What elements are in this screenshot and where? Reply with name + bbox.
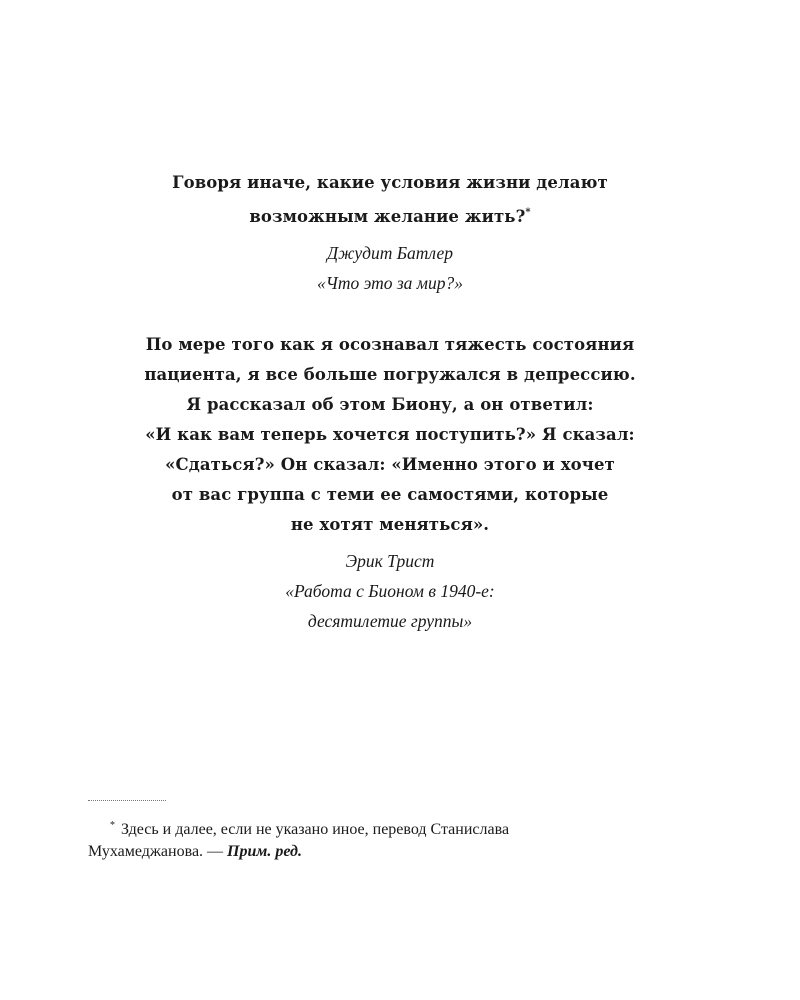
footnote-text: Мухамеджанова. — (88, 843, 228, 860)
quote-line: Я рассказал об этом Биону, а он ответил: (186, 395, 594, 414)
epigraph-source: десятилетие группы» (307, 611, 473, 631)
epigraph-source: «Работа с Бионом в 1940-е: (285, 581, 495, 601)
footnote-reference-marker[interactable]: * (525, 207, 531, 218)
epigraph-attribution (100, 238, 680, 298)
quote-line: Говоря иначе, какие условия жизни делают (172, 173, 608, 192)
quote-line: «Сдаться?» Он сказал: «Именно этого и хочет (165, 455, 615, 474)
epigraph-trist (100, 330, 680, 636)
epigraph-source: «Что это за мир?» (317, 273, 463, 293)
epigraph-quote (100, 330, 680, 540)
epigraph-quote (100, 168, 680, 232)
quote-line: от вас группа с теми ее самостями, которые (171, 485, 609, 504)
editor-note: Прим. ред. (227, 843, 302, 860)
quote-line: пациента, я все больше погружался в депрессию. (144, 365, 636, 384)
quote-line: По мере того как я осознавал тяжесть состояния (145, 335, 635, 354)
footnote-line (88, 815, 668, 841)
footnote-text: Здесь и далее, если не указано иное, перевод Станислава (121, 821, 510, 838)
footnote-line (88, 841, 668, 863)
footnote (88, 815, 668, 863)
quote-line-text: возможным желание жить? (249, 207, 526, 226)
epigraph-author: Эрик Трист (345, 551, 435, 571)
epigraph-attribution (100, 546, 680, 636)
quote-line: не хотят меняться». (290, 515, 490, 534)
quote-line (100, 198, 680, 232)
footnote-marker: * (110, 820, 115, 831)
epigraph-author: Джудит Батлер (326, 243, 454, 263)
footnote-divider (88, 800, 166, 801)
quote-line: «И как вам теперь хочется поступить?» Я сказал: (145, 425, 635, 444)
epigraph-butler (100, 168, 680, 298)
